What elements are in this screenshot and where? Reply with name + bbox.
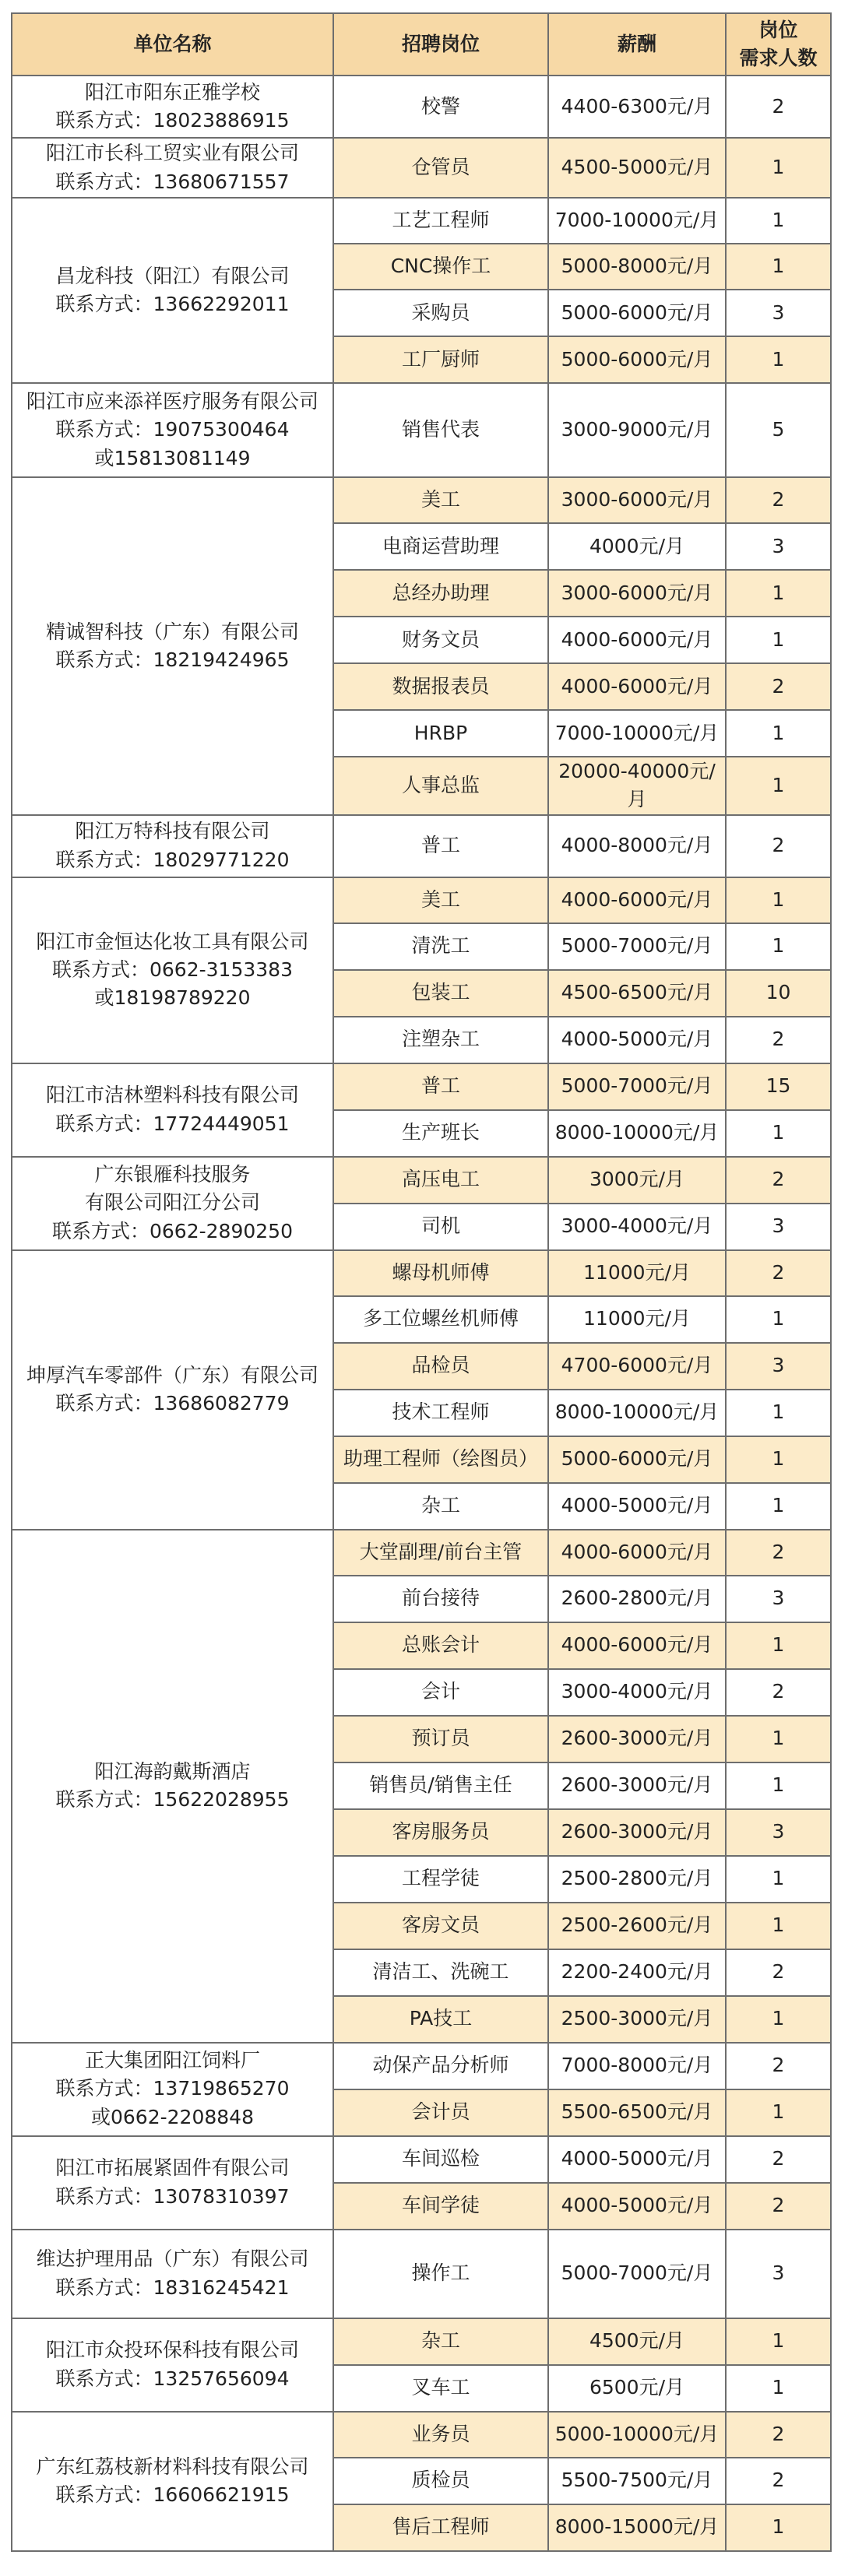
- header-company: 单位名称: [12, 13, 333, 76]
- count-cell: 1: [726, 1856, 831, 1903]
- company-name: 阳江市洁林塑料科技有限公司: [45, 1084, 299, 1107]
- salary-cell: 4700-6000元/月: [548, 1343, 726, 1390]
- company-cell: [12, 815, 333, 877]
- salary-cell: 5500-7500元/月: [548, 2458, 726, 2504]
- position-cell: 仓管员: [333, 138, 548, 198]
- position-cell: 车间巡检: [333, 2136, 548, 2183]
- salary-cell: 3000-6000元/月: [548, 570, 726, 617]
- position-cell: 高压电工: [333, 1157, 548, 1204]
- company-cell: [12, 138, 333, 198]
- position-cell: 总经办助理: [333, 570, 548, 617]
- count-cell: 2: [726, 1250, 831, 1296]
- table-row: [12, 877, 831, 923]
- header-count-line2: 需求人数: [739, 47, 818, 69]
- count-cell: 1: [726, 923, 831, 970]
- position-cell: 动保产品分析师: [333, 2043, 548, 2089]
- company-contact: 联系方式：13680671557: [55, 170, 290, 193]
- header-count: [726, 13, 831, 76]
- company-contact: 联系方式：18219424965: [55, 648, 290, 671]
- company-cell: [12, 2230, 333, 2318]
- company-cell: [12, 477, 333, 815]
- count-cell: 2: [726, 1949, 831, 1996]
- count-cell: 1: [726, 710, 831, 757]
- company-name: 坤厚汽车零部件（广东）有限公司: [26, 1363, 318, 1386]
- position-cell: 操作工: [333, 2230, 548, 2318]
- count-cell: 1: [726, 198, 831, 244]
- table-row: [12, 2318, 831, 2365]
- company-name: 维达护理用品（广东）有限公司: [36, 2247, 309, 2271]
- salary-cell: 4000-8000元/月: [548, 815, 726, 877]
- position-cell: 销售员/销售主任: [333, 1762, 548, 1809]
- count-cell: 1: [726, 1762, 831, 1809]
- count-cell: 2: [726, 76, 831, 138]
- salary-cell: 4000-6000元/月: [548, 663, 726, 710]
- company-contact: 有限公司阳江分公司: [84, 1191, 260, 1214]
- table-row: [12, 198, 831, 244]
- count-cell: 1: [726, 2365, 831, 2412]
- header-salary: 薪酬: [548, 13, 726, 76]
- company-cell: [12, 2136, 333, 2230]
- salary-cell: 5000-7000元/月: [548, 1063, 726, 1110]
- count-cell: 1: [726, 1483, 831, 1530]
- salary-cell: 4500-6500元/月: [548, 970, 726, 1017]
- company-contact: 联系方式：18023886915: [55, 109, 290, 132]
- position-cell: 销售代表: [333, 383, 548, 477]
- position-cell: 客房服务员: [333, 1809, 548, 1856]
- count-cell: 3: [726, 523, 831, 570]
- salary-cell: 3000元/月: [548, 1157, 726, 1204]
- count-cell: 3: [726, 290, 831, 336]
- position-cell: 工程学徒: [333, 1856, 548, 1903]
- position-cell: 普工: [333, 815, 548, 877]
- count-cell: 2: [726, 663, 831, 710]
- salary-cell: 5000-7000元/月: [548, 923, 726, 970]
- count-cell: 1: [726, 1716, 831, 1762]
- count-cell: 1: [726, 2318, 831, 2365]
- salary-cell: 7000-8000元/月: [548, 2043, 726, 2089]
- count-cell: 1: [726, 757, 831, 815]
- salary-cell: 4000-6000元/月: [548, 1530, 726, 1576]
- salary-cell: 8000-10000元/月: [548, 1390, 726, 1436]
- table-row: [12, 2412, 831, 2458]
- position-cell: 多工位螺丝机师傅: [333, 1296, 548, 1343]
- salary-cell: 3000-4000元/月: [548, 1204, 726, 1250]
- table-row: [12, 1530, 831, 1576]
- count-cell: 2: [726, 1669, 831, 1716]
- salary-cell: 11000元/月: [548, 1250, 726, 1296]
- company-name: 精诚智科技（广东）有限公司: [45, 620, 299, 643]
- position-cell: 财务文员: [333, 617, 548, 663]
- company-cell: [12, 1063, 333, 1157]
- company-cell: [12, 877, 333, 1063]
- position-cell: 杂工: [333, 1483, 548, 1530]
- company-name: 阳江市阳东正雅学校: [84, 80, 260, 104]
- salary-cell: 2500-2600元/月: [548, 1903, 726, 1949]
- table-row: [12, 2230, 831, 2318]
- company-name: 阳江市拓展紧固件有限公司: [55, 2156, 290, 2180]
- salary-cell: 5500-6500元/月: [548, 2089, 726, 2136]
- position-cell: 客房文员: [333, 1903, 548, 1949]
- company-contact: 联系方式：19075300464: [55, 418, 290, 441]
- table-body: [12, 76, 831, 2551]
- salary-cell: 4000-6000元/月: [548, 1622, 726, 1669]
- salary-cell: 20000-40000元/月: [548, 757, 726, 815]
- position-cell: 品检员: [333, 1343, 548, 1390]
- position-cell: 总账会计: [333, 1622, 548, 1669]
- count-cell: 1: [726, 1390, 831, 1436]
- count-cell: 2: [726, 2183, 831, 2230]
- position-cell: 售后工程师: [333, 2504, 548, 2551]
- position-cell: 注塑杂工: [333, 1017, 548, 1063]
- position-cell: 清洗工: [333, 923, 548, 970]
- salary-cell: 4000-6000元/月: [548, 617, 726, 663]
- position-cell: 技术工程师: [333, 1390, 548, 1436]
- count-cell: 1: [726, 1996, 831, 2043]
- company-cell: [12, 2318, 333, 2412]
- count-cell: 1: [726, 617, 831, 663]
- salary-cell: 2200-2400元/月: [548, 1949, 726, 1996]
- position-cell: 电商运营助理: [333, 523, 548, 570]
- table-header-row: [12, 13, 831, 76]
- count-cell: 1: [726, 1436, 831, 1483]
- company-contact: 或18198789220: [94, 986, 251, 1010]
- position-cell: 普工: [333, 1063, 548, 1110]
- recruitment-table: [11, 12, 832, 2552]
- company-name: 广东银雁科技服务: [94, 1163, 251, 1186]
- count-cell: 3: [726, 1576, 831, 1622]
- position-cell: CNC操作工: [333, 244, 548, 290]
- table-row: [12, 1250, 831, 1296]
- company-contact: 联系方式：18316245421: [55, 2276, 290, 2299]
- count-cell: 1: [726, 877, 831, 923]
- company-cell: [12, 2412, 333, 2551]
- company-name: 阳江市众投环保科技有限公司: [45, 2339, 299, 2362]
- salary-cell: 4500元/月: [548, 2318, 726, 2365]
- salary-cell: 5000-6000元/月: [548, 336, 726, 383]
- salary-cell: 4000元/月: [548, 523, 726, 570]
- salary-cell: 3000-6000元/月: [548, 477, 726, 523]
- count-cell: 2: [726, 2412, 831, 2458]
- position-cell: 会计员: [333, 2089, 548, 2136]
- position-cell: 美工: [333, 877, 548, 923]
- count-cell: 2: [726, 815, 831, 877]
- salary-cell: 5000-10000元/月: [548, 2412, 726, 2458]
- company-contact: 联系方式：17724449051: [55, 1112, 290, 1135]
- salary-cell: 4000-5000元/月: [548, 1483, 726, 1530]
- count-cell: 2: [726, 2043, 831, 2089]
- company-cell: [12, 1530, 333, 2043]
- position-cell: 会计: [333, 1669, 548, 1716]
- position-cell: 助理工程师（绘图员）: [333, 1436, 548, 1483]
- table-row: [12, 2136, 831, 2183]
- position-cell: 大堂副理/前台主管: [333, 1530, 548, 1576]
- salary-cell: 3000-4000元/月: [548, 1669, 726, 1716]
- salary-cell: 4000-5000元/月: [548, 1017, 726, 1063]
- count-cell: 2: [726, 1157, 831, 1204]
- count-cell: 3: [726, 2230, 831, 2318]
- company-cell: [12, 76, 333, 138]
- salary-cell: 5000-7000元/月: [548, 2230, 726, 2318]
- salary-cell: 2600-3000元/月: [548, 1762, 726, 1809]
- salary-cell: 4000-6000元/月: [548, 877, 726, 923]
- salary-cell: 2500-3000元/月: [548, 1996, 726, 2043]
- company-name: 昌龙科技（阳江）有限公司: [55, 264, 290, 287]
- salary-cell: 2500-2800元/月: [548, 1856, 726, 1903]
- table-row: [12, 76, 831, 138]
- company-contact: 联系方式：13257656094: [55, 2367, 290, 2390]
- count-cell: 1: [726, 244, 831, 290]
- company-contact: 联系方式：13078310397: [55, 2184, 290, 2208]
- company-name: 阳江万特科技有限公司: [75, 820, 270, 843]
- position-cell: 业务员: [333, 2412, 548, 2458]
- count-cell: 2: [726, 1017, 831, 1063]
- salary-cell: 2600-2800元/月: [548, 1576, 726, 1622]
- salary-cell: 7000-10000元/月: [548, 198, 726, 244]
- count-cell: 1: [726, 138, 831, 198]
- company-contact: 联系方式：0662-3153383: [52, 958, 293, 981]
- position-cell: HRBP: [333, 710, 548, 757]
- company-cell: [12, 1157, 333, 1250]
- position-cell: 司机: [333, 1204, 548, 1250]
- company-name: 阳江海韵戴斯酒店: [94, 1759, 251, 1783]
- company-contact: 联系方式：13719865270: [55, 2077, 290, 2100]
- company-name: 广东红荔枝新材料科技有限公司: [36, 2455, 309, 2478]
- count-cell: 1: [726, 1903, 831, 1949]
- count-cell: 3: [726, 1204, 831, 1250]
- position-cell: 螺母机师傅: [333, 1250, 548, 1296]
- position-cell: 杂工: [333, 2318, 548, 2365]
- position-cell: 采购员: [333, 290, 548, 336]
- count-cell: 1: [726, 1622, 831, 1669]
- position-cell: 工艺工程师: [333, 198, 548, 244]
- count-cell: 1: [726, 1296, 831, 1343]
- salary-cell: 4000-5000元/月: [548, 2136, 726, 2183]
- count-cell: 2: [726, 2458, 831, 2504]
- count-cell: 1: [726, 1110, 831, 1157]
- company-contact: 联系方式：13662292011: [55, 293, 290, 315]
- salary-cell: 6500元/月: [548, 2365, 726, 2412]
- salary-cell: 2600-3000元/月: [548, 1809, 726, 1856]
- salary-cell: 5000-6000元/月: [548, 290, 726, 336]
- company-contact: 或0662-2208848: [91, 2105, 254, 2128]
- count-cell: 10: [726, 970, 831, 1017]
- count-cell: 2: [726, 477, 831, 523]
- header-count-line1: 岗位: [758, 18, 798, 41]
- count-cell: 3: [726, 1809, 831, 1856]
- count-cell: 1: [726, 336, 831, 383]
- count-cell: 3: [726, 1343, 831, 1390]
- table-row: [12, 138, 831, 198]
- position-cell: 工厂厨师: [333, 336, 548, 383]
- count-cell: 2: [726, 2136, 831, 2183]
- position-cell: 美工: [333, 477, 548, 523]
- table-row: [12, 815, 831, 877]
- company-cell: [12, 1250, 333, 1530]
- salary-cell: 8000-15000元/月: [548, 2504, 726, 2551]
- position-cell: 包装工: [333, 970, 548, 1017]
- position-cell: PA技工: [333, 1996, 548, 2043]
- company-contact: 联系方式：13686082779: [55, 1392, 290, 1415]
- position-cell: 车间学徒: [333, 2183, 548, 2230]
- company-contact: 联系方式：16606621915: [55, 2483, 290, 2506]
- position-cell: 清洁工、洗碗工: [333, 1949, 548, 1996]
- company-cell: [12, 2043, 333, 2136]
- table-row: [12, 477, 831, 523]
- salary-cell: 4000-5000元/月: [548, 2183, 726, 2230]
- count-cell: 1: [726, 2089, 831, 2136]
- company-cell: [12, 198, 333, 383]
- salary-cell: 11000元/月: [548, 1296, 726, 1343]
- company-name: 阳江市金恒达化妆工具有限公司: [36, 930, 309, 953]
- position-cell: 质检员: [333, 2458, 548, 2504]
- company-contact: 联系方式：15622028955: [55, 1788, 290, 1811]
- salary-cell: 8000-10000元/月: [548, 1110, 726, 1157]
- table-row: [12, 383, 831, 477]
- position-cell: 预订员: [333, 1716, 548, 1762]
- salary-cell: 7000-10000元/月: [548, 710, 726, 757]
- company-contact: 联系方式：0662-2890250: [52, 1219, 293, 1242]
- position-cell: 数据报表员: [333, 663, 548, 710]
- company-contact: 联系方式：18029771220: [55, 848, 290, 871]
- table-row: [12, 1063, 831, 1110]
- company-contact: 或15813081149: [94, 446, 251, 469]
- count-cell: 5: [726, 383, 831, 477]
- salary-cell: 5000-6000元/月: [548, 1436, 726, 1483]
- count-cell: 1: [726, 2504, 831, 2551]
- header-position: 招聘岗位: [333, 13, 548, 76]
- position-cell: 叉车工: [333, 2365, 548, 2412]
- company-name: 阳江市长科工贸实业有限公司: [45, 142, 299, 165]
- table-row: [12, 2043, 831, 2089]
- salary-cell: 5000-8000元/月: [548, 244, 726, 290]
- company-name: 阳江市应来添祥医疗服务有限公司: [26, 390, 318, 413]
- salary-cell: 2600-3000元/月: [548, 1716, 726, 1762]
- count-cell: 1: [726, 570, 831, 617]
- count-cell: 15: [726, 1063, 831, 1110]
- salary-cell: 4500-5000元/月: [548, 138, 726, 198]
- count-cell: 2: [726, 1530, 831, 1576]
- position-cell: 生产班长: [333, 1110, 548, 1157]
- position-cell: 人事总监: [333, 757, 548, 815]
- position-cell: 校警: [333, 76, 548, 138]
- salary-cell: 3000-9000元/月: [548, 383, 726, 477]
- company-name: 正大集团阳江饲料厂: [84, 2049, 260, 2072]
- company-cell: [12, 383, 333, 477]
- table-row: [12, 1157, 831, 1204]
- position-cell: 前台接待: [333, 1576, 548, 1622]
- salary-cell: 4400-6300元/月: [548, 76, 726, 138]
